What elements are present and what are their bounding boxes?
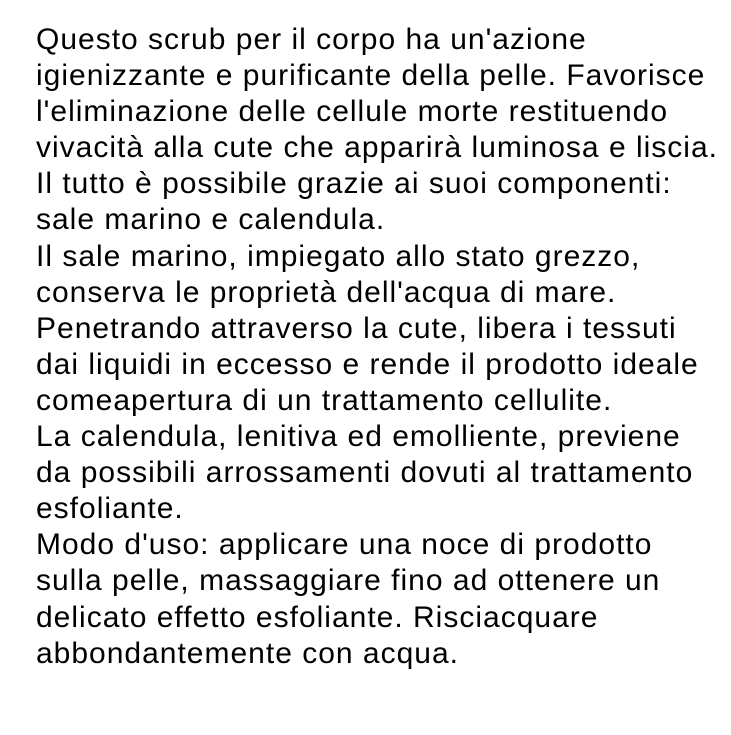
text-line: esfoliante. xyxy=(36,492,184,526)
text-line: da possibili arrossamenti dovuti al trattamento xyxy=(36,456,694,490)
text-line: sulla pelle, massaggiare fino ad ottenere un xyxy=(36,564,661,598)
text-line: La calendula, lenitiva ed emolliente, previene xyxy=(36,420,681,454)
text-line: Il tutto è possibile grazie ai suoi componenti: xyxy=(36,167,672,201)
text-line: delicato effetto esfoliante. Risciacquare xyxy=(36,600,599,634)
text-line: Modo d'uso: applicare una noce di prodotto xyxy=(36,528,653,562)
text-line: Penetrando attraverso la cute, libera i tessuti xyxy=(36,311,677,345)
text-line: conserva le proprietà dell'acqua di mare. xyxy=(36,275,617,309)
text-line: l'eliminazione delle cellule morte restituendo xyxy=(36,95,669,129)
text-line: sale marino e calendula. xyxy=(36,203,386,237)
text-line: Questo scrub per il corpo ha un'azione xyxy=(36,23,587,56)
text-line: Il sale marino, impiegato allo stato grezzo, xyxy=(36,239,641,273)
text-line: dai liquidi in eccesso e rende il prodotto ideale xyxy=(36,347,699,381)
text-line: comeapertura di un trattamento cellulite. xyxy=(36,383,613,417)
product-description-text xyxy=(36,22,731,672)
text-line: igienizzante e purificante della pelle. Favorisce xyxy=(36,59,706,93)
text-line: vivacità alla cute che apparirà luminosa e liscia. xyxy=(36,131,718,165)
text-line: abbondantemente con acqua. xyxy=(36,636,459,670)
